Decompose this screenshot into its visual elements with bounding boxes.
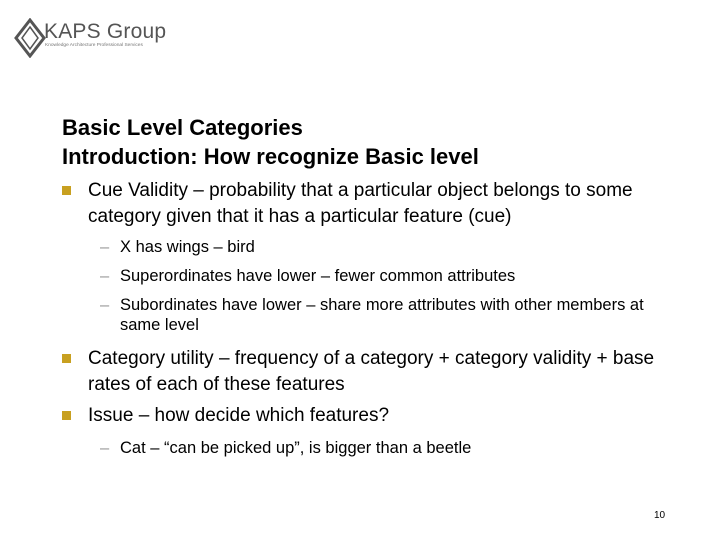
sub-bullet-text: Superordinates have lower – fewer common attributes bbox=[120, 267, 516, 285]
sub-bullet-item bbox=[100, 237, 660, 257]
sub-bullet-item bbox=[100, 438, 660, 458]
logo-tagline: Knowledge Architecture Professional Services bbox=[45, 43, 143, 48]
sub-bullet-text: X has wings – bird bbox=[120, 238, 255, 256]
slide-title bbox=[62, 113, 479, 171]
square-bullet-icon bbox=[62, 354, 71, 363]
sub-bullet-text: Cat – “can be picked up”, is bigger than a beetle bbox=[120, 439, 472, 457]
logo bbox=[14, 16, 167, 60]
bullet-item bbox=[62, 403, 662, 429]
logo-name: KAPS Group bbox=[44, 20, 167, 43]
dash-bullet-icon: – bbox=[100, 267, 110, 285]
bullet-item bbox=[62, 178, 662, 230]
title-line-2: Introduction: How recognize Basic level bbox=[62, 144, 479, 169]
bullet-text: Cue Validity – probability that a particular object belongs to some category given that it has a particular feature (cue) bbox=[88, 180, 633, 227]
sub-bullet-text: Subordinates have lower – share more attributes with other members at same level bbox=[120, 296, 644, 334]
bullet-text: Issue – how decide which features? bbox=[88, 405, 390, 426]
dash-bullet-icon: – bbox=[100, 238, 110, 256]
diamond-logo-icon bbox=[14, 18, 46, 58]
sub-bullet-item bbox=[100, 295, 660, 335]
square-bullet-icon bbox=[62, 411, 71, 420]
dash-bullet-icon: – bbox=[100, 296, 110, 314]
square-bullet-icon bbox=[62, 186, 71, 195]
title-line-1: Basic Level Categories bbox=[62, 115, 303, 140]
page-number: 10 bbox=[654, 510, 666, 521]
dash-bullet-icon: – bbox=[100, 439, 110, 457]
bullet-item bbox=[62, 346, 662, 398]
bullet-text: Category utility – frequency of a category + category validity + base rates of each of these features bbox=[88, 348, 655, 395]
sub-bullet-item bbox=[100, 266, 660, 286]
